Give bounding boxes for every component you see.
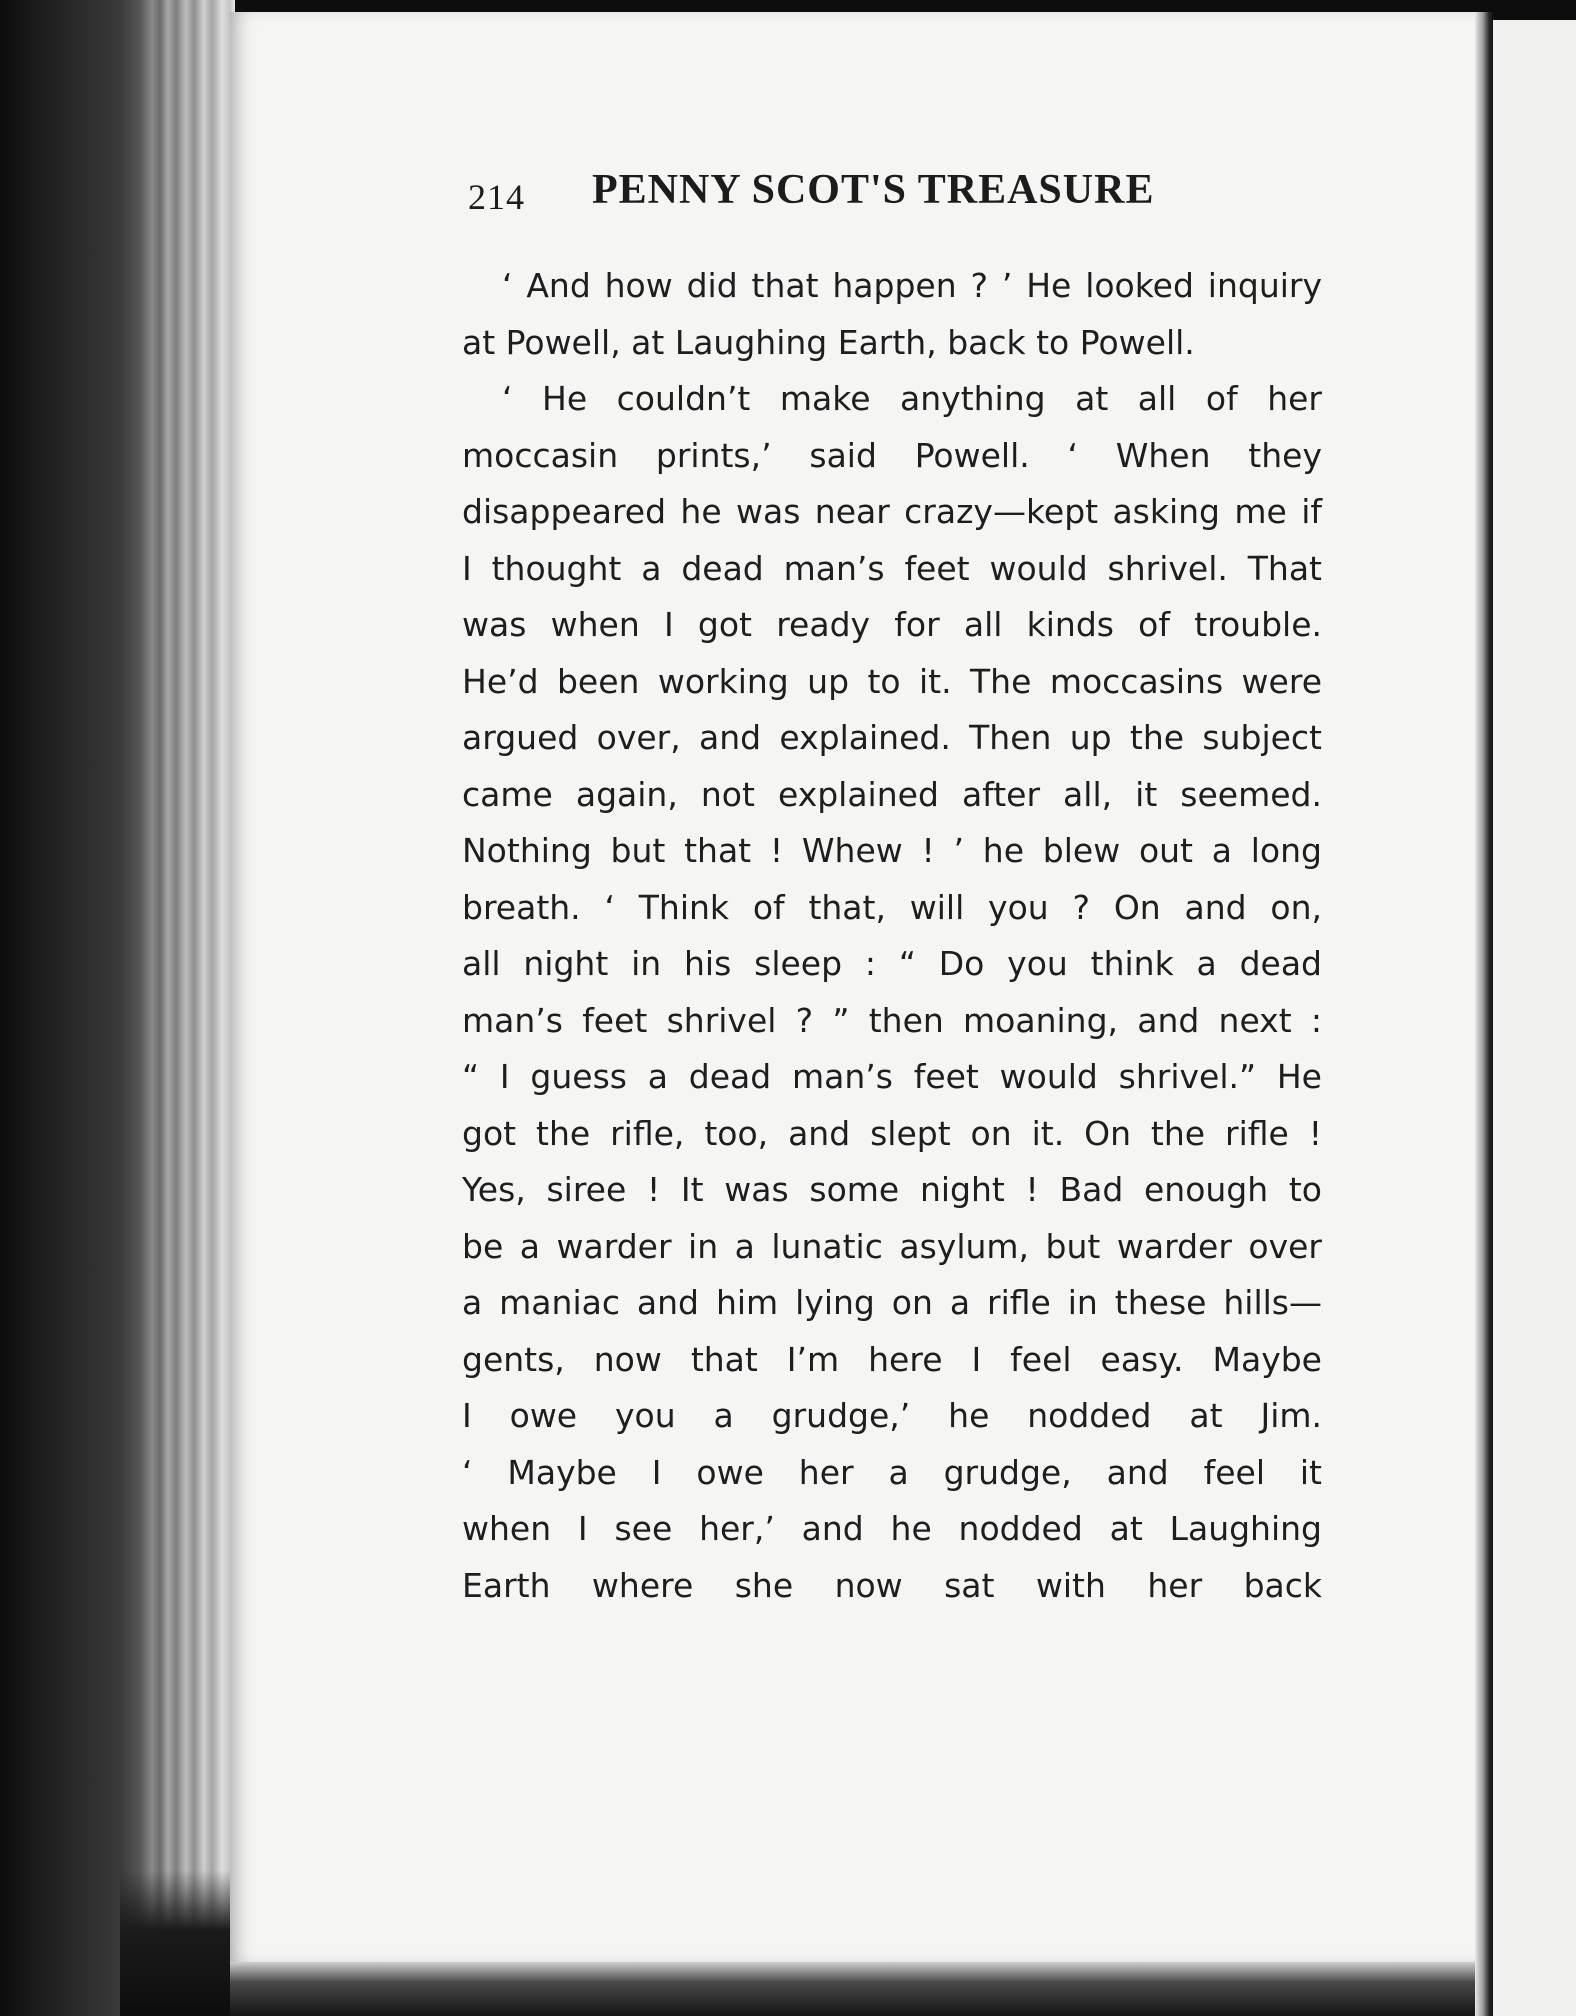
book-fore-edge	[0, 0, 235, 2016]
text-line: was when I got ready for all kinds of trouble.	[462, 605, 1322, 644]
text-line: all night in his sleep : “ Do you think a dead	[462, 944, 1322, 983]
text-line: Yes, siree ! It was some night ! Bad enough to	[462, 1170, 1322, 1209]
running-head	[468, 166, 1208, 226]
text-line: breath. ‘ Think of that, will you ? On and on,	[462, 887, 1322, 927]
text-line: ‘ And how did that happen ? ’ He looked inquiry	[502, 266, 1322, 305]
text-line: Nothing but that ! Whew ! ’ he blew out a long	[462, 831, 1322, 870]
text-line: ‘ Maybe I owe her a grudge, and feel it	[462, 1452, 1322, 1492]
text-line: be a warder in a lunatic asylum, but warder over	[462, 1226, 1322, 1266]
text-line: moccasin prints,’ said Powell. ‘ When they	[462, 435, 1322, 475]
text-line: He’d been working up to it. The moccasins were	[462, 661, 1322, 701]
text-line: at Powell, at Laughing Earth, back to Powell.	[462, 322, 1195, 362]
text-line: I thought a dead man’s feet would shrivel. That	[462, 548, 1322, 588]
book-fore-edge-shadow	[120, 1870, 235, 2016]
text-line: argued over, and explained. Then up the subject	[462, 718, 1322, 757]
text-line: Earth where she now sat with her back	[462, 1565, 1322, 1605]
text-line: got the rifle, too, and slept on it. On the rifle !	[462, 1113, 1322, 1153]
text-line: “ I guess a dead man’s feet would shrivel.” He	[462, 1057, 1322, 1096]
scan-background-bottom	[230, 1962, 1475, 2016]
body-text	[462, 258, 1322, 1614]
text-line: man’s feet shrivel ? ” then moaning, and next :	[462, 1000, 1322, 1040]
text-line: ‘ He couldn’t make anything at all of her	[502, 379, 1322, 418]
text-line: when I see her,’ and he nodded at Laughing	[462, 1509, 1322, 1548]
text-line: came again, not explained after all, it seemed.	[462, 774, 1322, 814]
text-line: gents, now that I’m here I feel easy. Maybe	[462, 1339, 1322, 1379]
text-line: I owe you a grudge,’ he nodded at Jim.	[462, 1396, 1322, 1435]
running-title: PENNY SCOT'S TREASURE	[592, 167, 1155, 213]
page-number: 214	[468, 177, 525, 217]
page-gutter	[1475, 12, 1493, 2016]
text-line: a maniac and him lying on a rifle in these hills—	[462, 1283, 1322, 1322]
facing-page-edge	[1493, 20, 1576, 2016]
text-line: disappeared he was near crazy—kept asking me if	[462, 492, 1322, 531]
